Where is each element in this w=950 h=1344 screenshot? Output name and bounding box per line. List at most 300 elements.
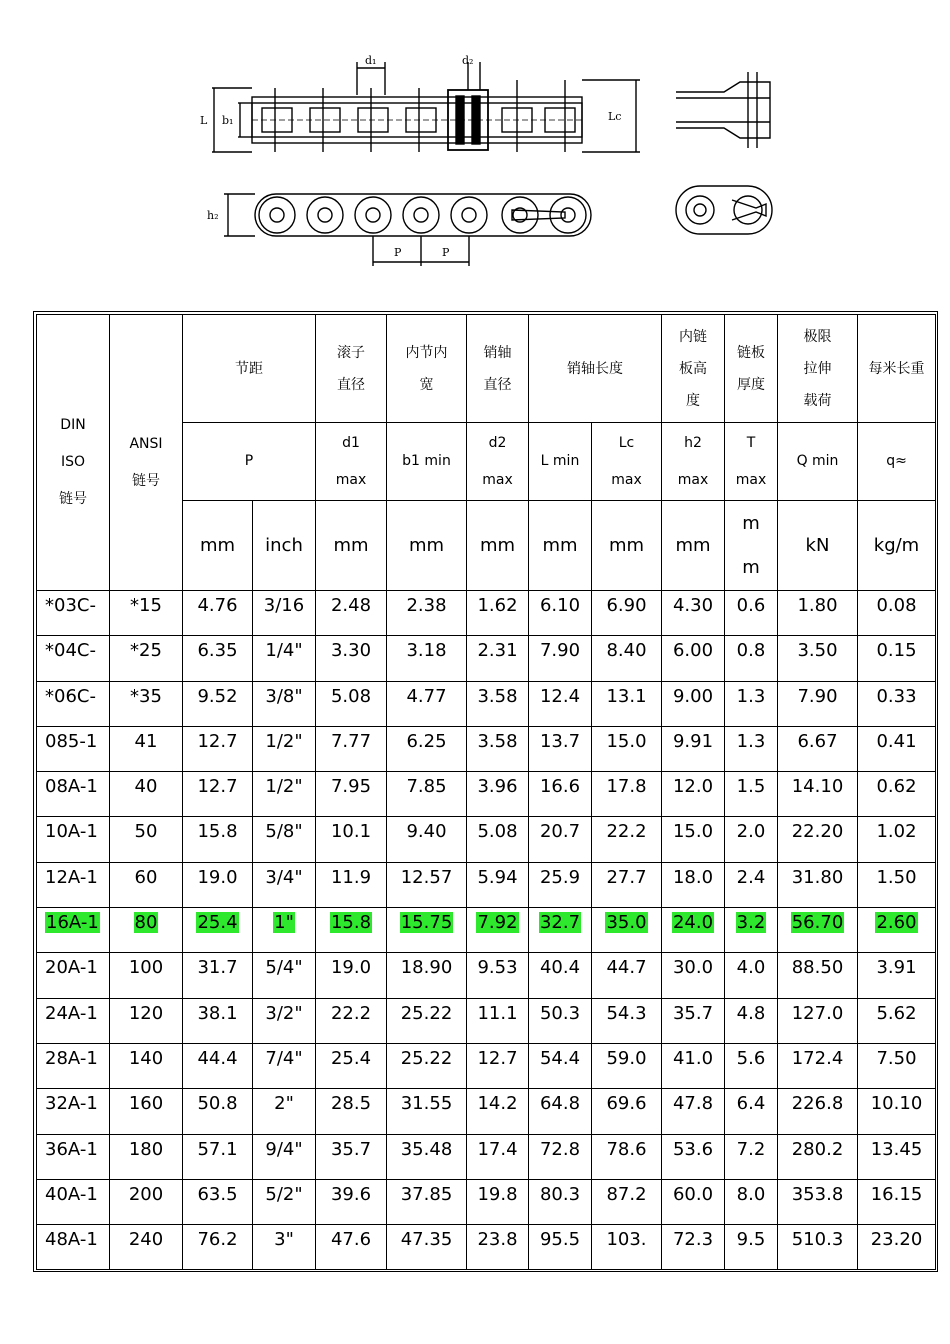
cell-value: 9.40	[406, 821, 447, 843]
cell-value: 9.52	[197, 685, 238, 707]
table-cell	[858, 908, 936, 953]
cell-value: 1.02	[876, 821, 917, 843]
table-cell	[110, 998, 183, 1043]
table-cell	[253, 772, 316, 817]
table-cell	[183, 726, 253, 771]
table-cell	[529, 1043, 592, 1088]
cell-value: 44.4	[197, 1047, 238, 1069]
cell-value: 41.0	[672, 1047, 714, 1069]
link-top-view	[676, 72, 770, 148]
sym-d2: d2 max	[467, 423, 529, 501]
table-cell	[725, 908, 778, 953]
cell-value: 37.85	[400, 1183, 453, 1205]
cell-value: 25.4	[330, 1047, 372, 1069]
cell-value: 1.80	[797, 595, 838, 616]
cell-value: 240	[128, 1229, 164, 1251]
table-cell	[316, 1043, 387, 1088]
cell-value: 4.0	[736, 957, 766, 979]
table-cell	[529, 681, 592, 726]
cell-value: 27.7	[606, 866, 647, 888]
table-cell	[467, 953, 529, 998]
sym-Lc: Lc max	[592, 423, 662, 501]
cell-value: 0.41	[876, 730, 917, 752]
cell-value: 14.10	[791, 776, 844, 798]
cell-value: 20.7	[539, 821, 581, 843]
table-cell	[387, 1179, 467, 1224]
table-cell	[110, 636, 183, 681]
table-cell	[529, 953, 592, 998]
cell-value: 80	[134, 912, 158, 934]
table-cell	[387, 1134, 467, 1179]
cell-value: 5/4"	[265, 957, 303, 979]
table-cell	[316, 817, 387, 862]
cell-value: 3.58	[477, 685, 518, 707]
chain-top-view	[212, 62, 640, 152]
cell-value: 3/16	[263, 595, 305, 616]
cell-value: 2.48	[330, 595, 372, 616]
unit-cell: kg/m	[858, 501, 936, 591]
cell-value: 19.8	[477, 1183, 518, 1205]
cell-value: 44.7	[606, 957, 647, 979]
cell-value: 4.77	[406, 685, 447, 707]
cell-value: *25	[130, 640, 162, 662]
table-cell	[725, 1134, 778, 1179]
table-cell	[253, 681, 316, 726]
table-cell	[183, 1225, 253, 1270]
sym-d1: d1 max	[316, 423, 387, 501]
cell-value: 6.00	[672, 640, 714, 662]
cell-value: 39.6	[330, 1183, 372, 1205]
cell-value: 35.0	[606, 912, 647, 934]
table-cell	[387, 1225, 467, 1270]
cell-value: 25.22	[400, 1002, 453, 1024]
cell-value: 085-1	[45, 730, 98, 752]
table-cell	[110, 817, 183, 862]
cell-value: 7/4"	[265, 1047, 303, 1069]
table-row	[37, 953, 936, 998]
cell-value: 56.70	[791, 912, 844, 934]
header-roller-dia: 滚子 直径	[316, 315, 387, 423]
table-row	[37, 1089, 936, 1134]
table-cell	[662, 772, 725, 817]
cell-value: 3.50	[797, 640, 838, 662]
cell-value: 7.92	[477, 912, 518, 934]
table-cell	[778, 636, 858, 681]
table-cell	[662, 636, 725, 681]
table-row	[37, 998, 936, 1043]
cell-value: 13.45	[870, 1138, 923, 1160]
table-cell	[110, 953, 183, 998]
table-cell	[725, 862, 778, 907]
table-cell	[37, 953, 110, 998]
cell-value: 28A-1	[45, 1047, 98, 1069]
table-cell	[778, 1179, 858, 1224]
table-cell	[778, 953, 858, 998]
table-cell	[110, 1134, 183, 1179]
table-cell	[37, 772, 110, 817]
table-cell	[110, 908, 183, 953]
cell-value: 12.57	[400, 866, 453, 888]
cell-value: 47.35	[400, 1229, 453, 1251]
table-cell	[592, 591, 662, 636]
table-cell	[778, 772, 858, 817]
cell-value: 5.6	[736, 1047, 766, 1069]
cell-value: 9.91	[672, 730, 714, 752]
cell-value: 24A-1	[45, 1002, 98, 1024]
table-cell	[778, 591, 858, 636]
table-cell	[253, 1043, 316, 1088]
cell-value: 9.5	[736, 1229, 766, 1251]
cell-value: 59.0	[606, 1047, 647, 1069]
table-cell	[253, 1134, 316, 1179]
table-cell	[592, 772, 662, 817]
table-cell	[778, 908, 858, 953]
table-cell	[467, 681, 529, 726]
table-cell	[253, 636, 316, 681]
table-cell	[253, 1089, 316, 1134]
cell-value: 60	[134, 866, 158, 888]
table-cell	[778, 1043, 858, 1088]
cell-value: 18.0	[672, 866, 714, 888]
table-cell	[253, 998, 316, 1043]
cell-value: 8.40	[606, 640, 647, 662]
cell-value: 11.1	[477, 1002, 518, 1024]
cell-value: 120	[128, 1002, 164, 1024]
cell-value: 7.77	[330, 730, 372, 752]
cell-value: 8.0	[736, 1183, 766, 1205]
table-cell	[592, 1043, 662, 1088]
cell-value: 5/8"	[265, 821, 303, 843]
table-row	[37, 681, 936, 726]
cell-value: 19.0	[330, 957, 372, 979]
cell-value: 32.7	[539, 912, 581, 934]
table-cell	[467, 1043, 529, 1088]
cell-value: 7.2	[736, 1138, 766, 1160]
table-cell	[316, 726, 387, 771]
label-Lc: Lc	[608, 110, 622, 123]
table-cell	[387, 817, 467, 862]
cell-value: 23.8	[477, 1229, 518, 1251]
table-cell	[529, 636, 592, 681]
cell-value: 31.80	[791, 866, 844, 888]
cell-value: 160	[128, 1093, 164, 1115]
table-cell	[725, 772, 778, 817]
cell-value: 200	[128, 1183, 164, 1205]
table-cell	[467, 1225, 529, 1270]
cell-value: 12.7	[197, 776, 238, 798]
table-row	[37, 726, 936, 771]
cell-value: 0.15	[876, 640, 917, 662]
cell-value: 2"	[274, 1093, 294, 1115]
table-cell	[725, 998, 778, 1043]
cell-value: 5.94	[477, 866, 518, 888]
cell-value: 6.35	[197, 640, 238, 662]
cell-value: 41	[134, 730, 158, 752]
table-cell	[387, 636, 467, 681]
table-cell	[778, 681, 858, 726]
spec-table-frame	[33, 311, 938, 1272]
table-cell	[110, 681, 183, 726]
cell-value: 35.7	[330, 1138, 372, 1160]
table-cell	[183, 591, 253, 636]
table-cell	[725, 953, 778, 998]
table-cell	[858, 1225, 936, 1270]
table-cell	[387, 862, 467, 907]
table-cell	[529, 1134, 592, 1179]
table-cell	[253, 862, 316, 907]
cell-value: 25.22	[400, 1047, 453, 1069]
table-cell	[467, 862, 529, 907]
table-cell	[858, 817, 936, 862]
table-cell	[592, 998, 662, 1043]
table-cell	[110, 591, 183, 636]
cell-value: 3/2"	[265, 1002, 303, 1024]
cell-value: 3.30	[330, 640, 372, 662]
cell-value: 7.90	[539, 640, 581, 662]
cell-value: 11.9	[330, 866, 372, 888]
table-cell	[662, 817, 725, 862]
cell-value: 25.9	[539, 866, 581, 888]
table-cell	[467, 726, 529, 771]
table-cell	[725, 1179, 778, 1224]
table-cell	[37, 591, 110, 636]
cell-value: 60.0	[672, 1183, 714, 1205]
table-cell	[387, 1089, 467, 1134]
cell-value: 5.62	[876, 1002, 917, 1024]
cell-value: 48A-1	[45, 1229, 98, 1251]
cell-value: 2.31	[477, 640, 518, 662]
table-cell	[37, 1043, 110, 1088]
table-cell	[529, 726, 592, 771]
table-cell	[387, 953, 467, 998]
sym-b1: b1 min	[387, 423, 467, 501]
cell-value: 15.0	[606, 730, 647, 752]
unit-cell: inch	[253, 501, 316, 591]
unit-cell: m m	[725, 501, 778, 591]
table-cell	[316, 1089, 387, 1134]
header-tensile: 极限 拉伸 载荷	[778, 315, 858, 423]
cell-value: 140	[128, 1047, 164, 1069]
table-cell	[37, 1089, 110, 1134]
table-cell	[592, 1089, 662, 1134]
cell-value: 1/4"	[265, 640, 303, 662]
cell-value: 6.90	[606, 595, 647, 616]
cell-value: 40A-1	[45, 1183, 98, 1205]
table-cell	[529, 862, 592, 907]
table-cell	[778, 998, 858, 1043]
cell-value: 53.6	[672, 1138, 714, 1160]
table-cell	[529, 1179, 592, 1224]
label-h2: h₂	[207, 209, 219, 222]
table-cell	[183, 1089, 253, 1134]
table-cell	[778, 1134, 858, 1179]
table-cell	[37, 681, 110, 726]
cell-value: 3.18	[406, 640, 447, 662]
table-cell	[858, 726, 936, 771]
cell-value: 28.5	[330, 1093, 372, 1115]
cell-value: 7.90	[797, 685, 838, 707]
cell-value: 25.4	[197, 912, 238, 934]
table-cell	[858, 998, 936, 1043]
table-row	[37, 1043, 936, 1088]
table-cell	[858, 953, 936, 998]
table-cell	[183, 953, 253, 998]
table-cell	[316, 908, 387, 953]
table-cell	[778, 1089, 858, 1134]
cell-value: 226.8	[791, 1093, 844, 1115]
header-pin-dia: 销轴 直径	[467, 315, 529, 423]
cell-value: 50.8	[197, 1093, 238, 1115]
table-cell	[662, 1043, 725, 1088]
header-pitch: 节距	[183, 315, 316, 423]
cell-value: 1.62	[477, 595, 518, 616]
table-cell	[110, 862, 183, 907]
table-cell	[529, 772, 592, 817]
cell-value: *06C-	[45, 685, 96, 707]
table-cell	[858, 681, 936, 726]
cell-value: 4.8	[736, 1002, 766, 1024]
table-cell	[467, 817, 529, 862]
table-cell	[858, 636, 936, 681]
cell-value: 64.8	[539, 1093, 581, 1115]
cell-value: 17.4	[477, 1138, 518, 1160]
table-cell	[110, 1225, 183, 1270]
table-cell	[467, 1179, 529, 1224]
table-cell	[467, 591, 529, 636]
cell-value: 1.5	[736, 776, 766, 798]
header-pin-length: 销轴长度	[529, 315, 662, 423]
sym-q: q≈	[858, 423, 936, 501]
cell-value: 0.6	[736, 595, 766, 616]
table-cell	[387, 591, 467, 636]
table-cell	[662, 726, 725, 771]
cell-value: 72.8	[539, 1138, 581, 1160]
label-d1: d₁	[365, 54, 377, 67]
table-cell	[387, 681, 467, 726]
cell-value: 22.2	[330, 1002, 372, 1024]
table-cell	[725, 726, 778, 771]
table-cell	[387, 1043, 467, 1088]
cell-value: 12.0	[672, 776, 714, 798]
cell-value: 9/4"	[265, 1138, 303, 1160]
table-cell	[529, 591, 592, 636]
table-cell	[592, 908, 662, 953]
table-cell	[387, 772, 467, 817]
table-cell	[183, 862, 253, 907]
cell-value: 7.85	[406, 776, 447, 798]
cell-value: 3.2	[736, 912, 766, 934]
cell-value: 22.20	[791, 821, 844, 843]
table-row	[37, 817, 936, 862]
cell-value: 6.4	[736, 1093, 766, 1115]
cell-value: 0.62	[876, 776, 917, 798]
cell-value: 88.50	[791, 957, 844, 979]
header-plate-height: 内链 板高 度	[662, 315, 725, 423]
table-cell	[316, 681, 387, 726]
cell-value: 7.50	[876, 1047, 917, 1069]
table-cell	[316, 591, 387, 636]
cell-value: 69.6	[606, 1093, 647, 1115]
cell-value: 72.3	[672, 1229, 714, 1251]
table-cell	[467, 772, 529, 817]
table-row	[37, 1179, 936, 1224]
cell-value: 12A-1	[45, 866, 98, 888]
cell-value: 3.91	[876, 957, 917, 979]
cell-value: 13.1	[606, 685, 647, 707]
table-cell	[467, 908, 529, 953]
table-cell	[253, 591, 316, 636]
table-cell	[662, 953, 725, 998]
table-cell	[387, 908, 467, 953]
cell-value: 87.2	[606, 1183, 647, 1205]
cell-value: *03C-	[45, 595, 96, 616]
cell-value: 3.58	[477, 730, 518, 752]
cell-value: 12.7	[197, 730, 238, 752]
unit-cell: mm	[529, 501, 592, 591]
cell-value: 76.2	[197, 1229, 238, 1251]
cell-value: 16.15	[870, 1183, 923, 1205]
table-cell	[592, 953, 662, 998]
table-cell	[725, 1089, 778, 1134]
cell-value: 280.2	[791, 1138, 844, 1160]
table-cell	[725, 681, 778, 726]
table-cell	[592, 817, 662, 862]
table-cell	[316, 1179, 387, 1224]
cell-value: 10A-1	[45, 821, 98, 843]
cell-value: 30.0	[672, 957, 714, 979]
cell-value: 1/2"	[265, 730, 303, 752]
header-din-iso: DIN ISO 链号	[37, 315, 110, 591]
cell-value: 40	[134, 776, 158, 798]
cell-value: 1.3	[736, 685, 766, 707]
cell-value: 95.5	[539, 1229, 581, 1251]
table-cell	[183, 1134, 253, 1179]
label-L: L	[200, 114, 208, 127]
sym-h2: h2 max	[662, 423, 725, 501]
cell-value: 5.08	[477, 821, 518, 843]
table-row	[37, 908, 936, 953]
table-cell	[858, 1043, 936, 1088]
unit-cell: kN	[778, 501, 858, 591]
cell-value: 1/2"	[265, 776, 303, 798]
cell-value: 16.6	[539, 776, 581, 798]
cell-value: 10.1	[330, 821, 372, 843]
table-cell	[183, 681, 253, 726]
cell-value: 23.20	[870, 1229, 923, 1251]
cell-value: 1.50	[876, 866, 917, 888]
table-cell	[316, 1225, 387, 1270]
cell-value: 510.3	[791, 1229, 844, 1251]
table-row	[37, 591, 936, 636]
table-cell	[253, 1179, 316, 1224]
cell-value: 47.6	[330, 1229, 372, 1251]
cell-value: 38.1	[197, 1002, 238, 1024]
cell-value: 08A-1	[45, 776, 98, 798]
spring-clip-view	[676, 186, 772, 234]
table-cell	[253, 1225, 316, 1270]
cell-value: 31.55	[400, 1093, 453, 1115]
table-cell	[387, 726, 467, 771]
table-cell	[529, 1089, 592, 1134]
table-cell	[592, 1179, 662, 1224]
cell-value: 54.3	[606, 1002, 647, 1024]
cell-value: 5/2"	[265, 1183, 303, 1205]
cell-value: 6.10	[539, 595, 581, 616]
cell-value: 9.53	[477, 957, 518, 979]
table-cell	[467, 1134, 529, 1179]
cell-value: 3/8"	[265, 685, 303, 707]
sym-Q: Q min	[778, 423, 858, 501]
